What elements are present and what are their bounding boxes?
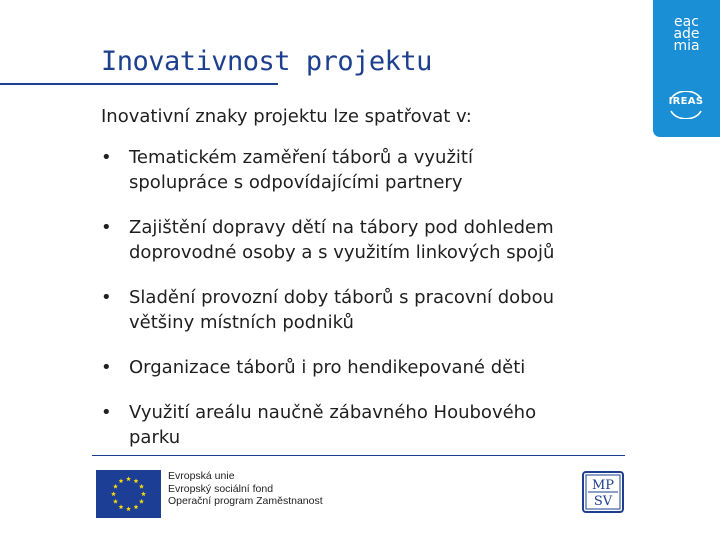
bullet-line: Zajištění dopravy dětí na tábory pod dohledem [129, 217, 554, 238]
bullet-line: parku [129, 427, 181, 448]
mpsv-logo-bottom: SV [593, 494, 613, 509]
eu-funding-text [168, 470, 323, 508]
eu-funding-line: Operační program Zaměstnanost [168, 495, 323, 507]
bullet-item [99, 400, 639, 450]
eu-flag-icon [96, 470, 161, 518]
footer-divider [92, 455, 625, 456]
bullet-line: doprovodné osoby a s využitím linkových spojů [129, 242, 555, 263]
eu-funding-line: Evropská unie [168, 470, 235, 482]
lead-text: Inovativní znaky projektu lze spatřovat v: [101, 106, 472, 127]
eacademia-logo [664, 16, 709, 52]
ireas-logo-text: IREAS [668, 96, 704, 107]
bullet-item [99, 145, 639, 195]
bullet-line: většiny místních podniků [129, 312, 354, 333]
bullet-item [99, 285, 639, 335]
bullet-line: Tematickém zaměření táborů a využití [129, 147, 473, 168]
eacademia-logo-line-2: ade [673, 26, 700, 42]
mpsv-logo-top: MP [591, 478, 615, 493]
eu-funding-line: Evropský sociální fond [168, 482, 274, 495]
bullet-line: spolupráce s odpovídajícími partnery [129, 172, 463, 193]
brand-sidebar [653, 0, 720, 137]
bullet-list [99, 145, 639, 450]
title-underline [0, 83, 278, 85]
bullet-line: Sladění provozní doby táborů s pracovní dobou [129, 287, 555, 308]
bullet-item [99, 215, 639, 265]
eacademia-logo-line-1: eac [674, 14, 699, 30]
mpsv-logo [582, 471, 624, 513]
bullet-line: Organizace táborů i pro hendikepované děti [129, 357, 526, 378]
bullet-item [99, 355, 639, 380]
ireas-logo [665, 91, 707, 119]
slide-title: Inovativnost projektu [101, 46, 432, 77]
eacademia-logo-line-3: mia [673, 38, 700, 54]
bullet-line: Využití areálu naučně zábavného Houbového [129, 402, 537, 423]
